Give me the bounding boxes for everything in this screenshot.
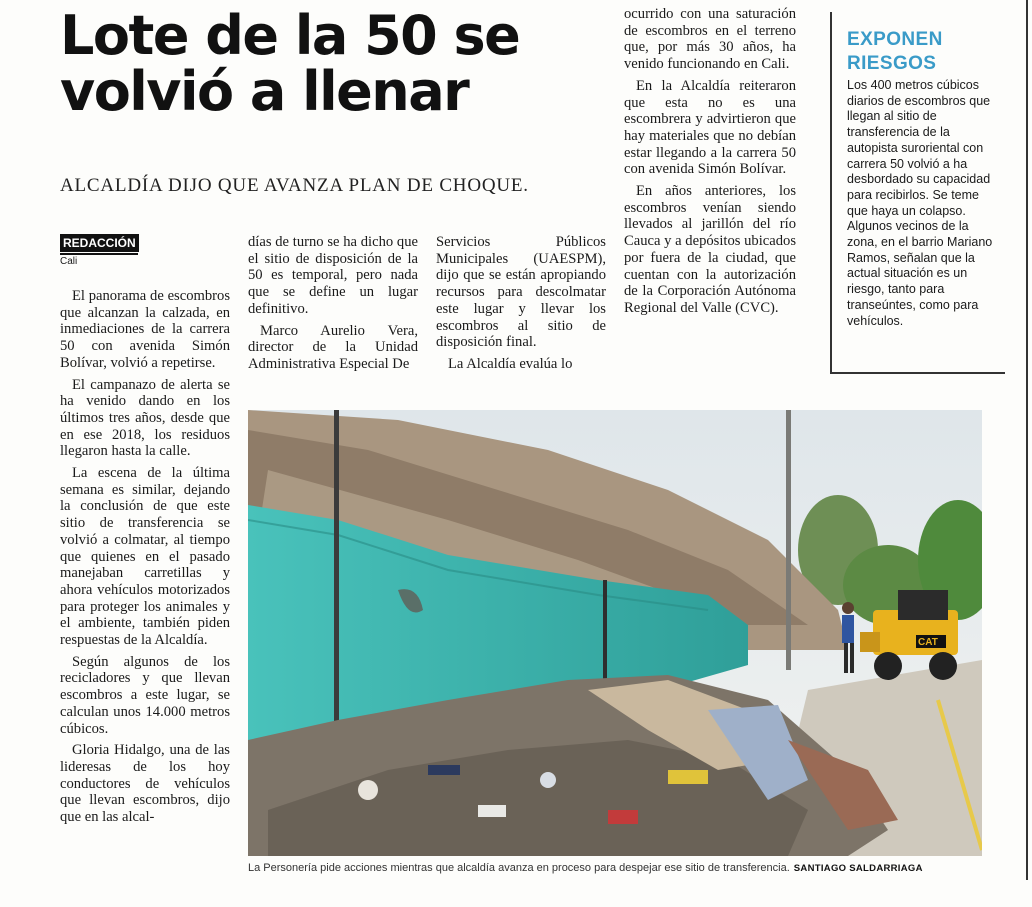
sidebar-title: EXPONEN RIESGOS <box>847 29 943 74</box>
paragraph: Marco Aurelio Vera, director de la Unidad Administrativa Especial De <box>248 322 418 372</box>
paragraph: días de turno se ha dicho que el sitio de disposición de la 50 es temporal, pero nada que se define un lugar definitivo. <box>248 234 418 317</box>
article-column-3 <box>436 234 606 378</box>
paragraph: La escena de la última semana es similar, dejando la conclusión de que este sitio de transferencia se volvió a colmatar, al tiempo que quienes en el pasado manejaban carretillas y ahora vehículos motorizados para proteger los animales y el ambiente, también piden respuestas de la Alcaldía. <box>60 465 230 649</box>
subheadline: ALCALDÍA DIJO QUE AVANZA PLAN DE CHOQUE. <box>60 175 529 196</box>
debris-scene-illustration <box>248 410 982 856</box>
photo-credit: SANTIAGO SALDARRIAGA <box>793 863 923 874</box>
page-edge-rule <box>1026 0 1028 880</box>
byline-city: Cali <box>60 256 78 267</box>
article-column-4 <box>624 6 796 322</box>
machine-label: CAT <box>918 637 938 648</box>
paragraph: En la Alcaldía reiteraron que esta no es una escombrera y advirtieron que hay materiales que no debían estar llegando a la carrera 50 con avenida Simón Bolívar. <box>624 77 796 178</box>
sidebar-box <box>830 12 1005 374</box>
news-photo <box>248 410 982 856</box>
caption-text: La Personería pide acciones mientras que alcaldía avanza en proceso para despejar ese sitio de transferencia. <box>248 862 790 874</box>
paragraph: En años anteriores, los escombros venían siendo llevados al jarillón del río Cauca y a depósitos ubicados por fuera de la ciudad, que cuentan con la autorización de la Corporación Autónoma Regional del Valle (CVC). <box>624 183 796 316</box>
paragraph: Gloria Hidalgo, una de las lideresas de los hoy conductores de vehículos que llevan escombros, dijo que en las alcal- <box>60 742 230 826</box>
article-column-1 <box>60 288 230 831</box>
sidebar-body: Los 400 metros cúbicos diarios de escombros que llegan al sitio de transferencia de la autopista suroriental con carrera 50 volvió a ha desbordado su capacidad para recibirlos. Se teme que haya un colapso. Algunos vecinos de la zona, en el barrio Mariano Ramos, señalan que la actual situación es un riesgo, tanto para transeúntes, como para vehículos. <box>847 78 993 328</box>
photo-caption <box>248 862 988 874</box>
byline-author: REDACCIÓN <box>60 234 139 252</box>
paragraph: El panorama de escombros que alcanzan la calzada, en inmediaciones de la carrera 50 con avenida Simón Bolívar, volvió a repetirse. <box>60 288 230 371</box>
byline <box>60 234 138 267</box>
paragraph: El campanazo de alerta se ha venido dando en los últimos tres años, desde que en ese 2018, los residuos llegaron hasta la calle. <box>60 376 230 460</box>
paragraph: La Alcaldía evalúa lo <box>448 355 573 372</box>
byline-rule <box>60 253 138 255</box>
paragraph: Según algunos de los recicladores y que llevan escombros a este lugar, se calculan unos 14.000 metros cúbicos. <box>60 653 230 737</box>
article-column-2 <box>248 234 418 378</box>
paragraph: Servicios Públicos Municipales (UAESPM), dijo que se están apropiando recursos para descolmatar este lugar y llevar los escombros al sitio de disposición final. <box>436 234 606 351</box>
paragraph: ocurrido con una saturación de escombros en el terreno que, por más 30 años, ha venido funcionando en Cali. <box>624 6 796 73</box>
headline: Lote de la 50 se volvió a llenar <box>60 4 520 123</box>
